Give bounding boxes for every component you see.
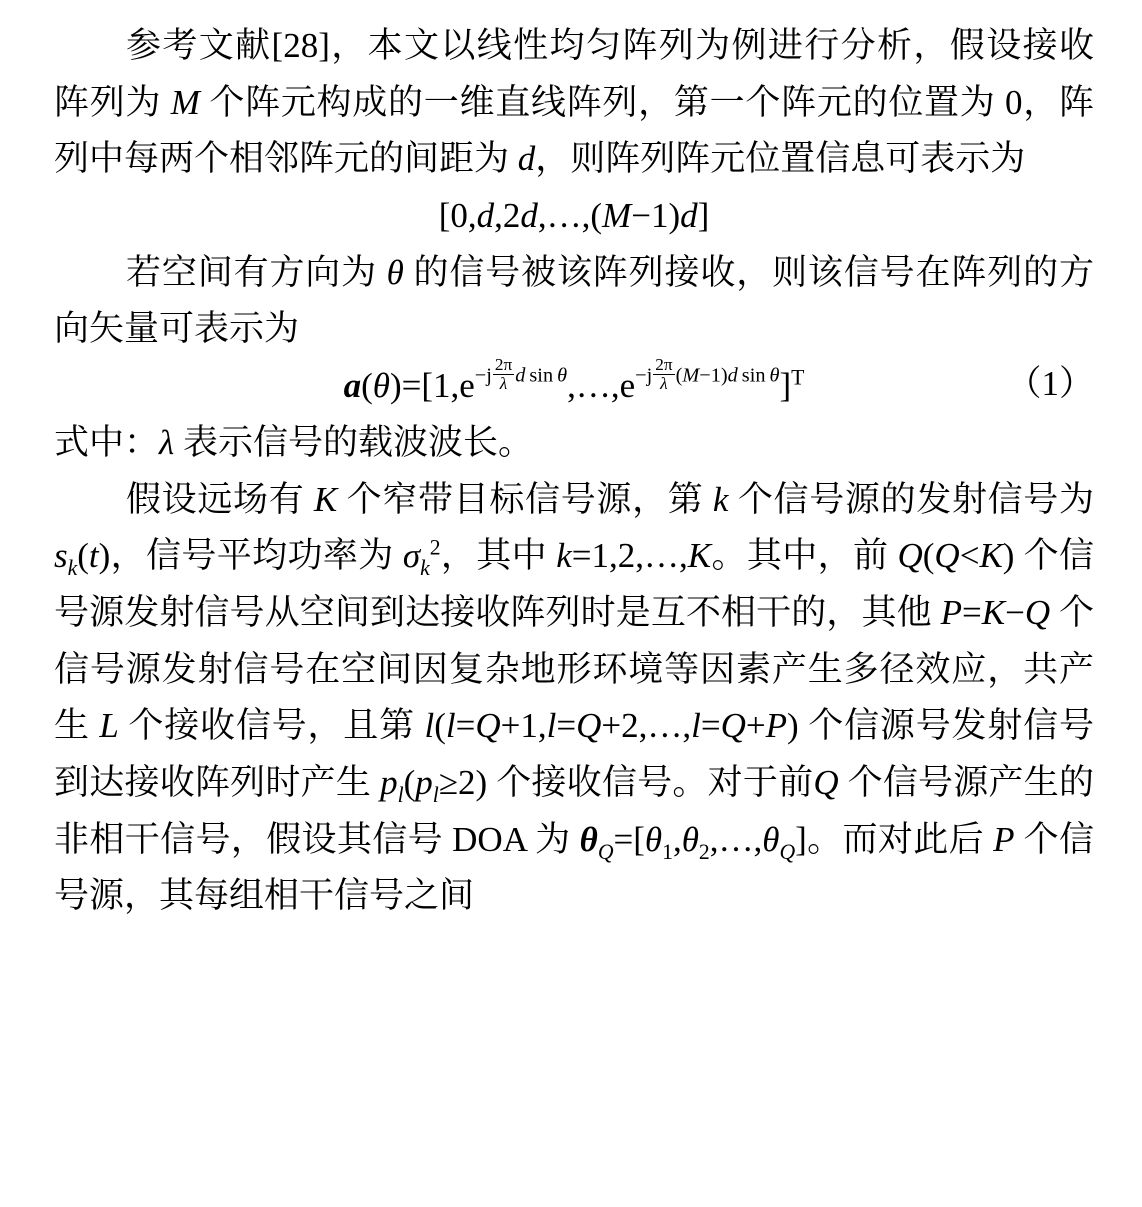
p4-seg-f: ，其中 [440, 536, 557, 576]
p4-seg-r: 个信号源产生的非相干信号，假设其信号 [54, 762, 1094, 859]
expr-l-range: l(l=Q+1,l=Q+2,…,l=Q+P) [424, 706, 799, 746]
p4-seg-n: 号，且第 [271, 706, 425, 746]
equation-array-positions [54, 188, 1094, 245]
text-column [54, 18, 1094, 925]
symbol-K: K [313, 479, 338, 519]
symbol-d: d [517, 139, 536, 179]
paragraph-4 [54, 472, 1094, 926]
p4-seg-s: 为 [526, 819, 580, 859]
p4-seg-e: ，信号平均功率为 [110, 536, 403, 576]
symbol-lambda: λ [159, 422, 175, 462]
p4-seg-j: 时是互不相干的，其他 [580, 592, 941, 632]
paragraph-1 [54, 18, 1094, 188]
p4-seg-q: 个接收信号。对于前 [487, 762, 814, 802]
p4-seg-b: 个窄带目标信号源，第 [337, 479, 713, 519]
symbol-M: M [170, 82, 200, 122]
p1-seg-c: 个阵元构成的一维直线阵列，第一个阵元 [199, 82, 853, 122]
symbol-sigma-k-squared: $\sigma_k^2$ [402, 535, 441, 581]
p4-seg-h: 其中，前 [746, 536, 898, 576]
equation-number-1: （1） [1006, 364, 1094, 404]
p4-seg-g: 。 [711, 536, 747, 576]
p2-seg-a: 若空间有方向为 [126, 252, 387, 292]
p2-seg-b: 的信号被该阵列接收，则该信号在 [403, 252, 952, 292]
symbol-Q: Q [813, 762, 839, 802]
p4-seg-k: 个信号源发射信号在空间 [54, 592, 1094, 689]
equation-steering-vector [54, 355, 1094, 415]
paragraph-2 [54, 245, 1094, 358]
symbol-k: k [712, 479, 729, 519]
symbol-L: L [99, 706, 119, 746]
p1-seg-e: ，阵列中每两个相邻阵元的间距为 [54, 82, 1094, 179]
symbol-P: P [993, 819, 1015, 859]
expr-pl-ge-2: $p_l(p_l\ge 2)$ [380, 762, 488, 807]
p4-seg-m: 个接收信 [118, 706, 272, 746]
p4-seg-t: 。而对此后 [806, 819, 994, 859]
p1-seg-a: 参考文献[28]，本文以线性均匀阵列为例进行分析，假 [126, 26, 987, 65]
expr-Q-lt-K: Q(Q<K) [897, 536, 1015, 576]
paragraph-3 [54, 415, 1094, 472]
symbol-DOA: DOA [452, 819, 527, 859]
p1-seg-f: ，则阵列阵 [535, 139, 711, 179]
symbol-zero: 0 [1005, 82, 1023, 122]
equation-array-positions-body: [0,d,2d,…,(M−1)d] [438, 196, 710, 236]
expr-theta-list: $[\theta_1,\theta_2,\dots,\theta_Q]$ [633, 819, 807, 864]
p4-seg-a: 假设远场有 [126, 479, 314, 519]
p4-seg-l: 因复杂地形环境等因素产生多径效应，共产生 [54, 649, 1094, 746]
equation-steering-vector-body: a(θ)=[1,e−j $\frac{2\pi}{\lambda}$ d sin θ,…,e−j $\frac{2\pi}{\lambda}$ (M−1)d sin θ]$^T$ [343, 355, 805, 406]
p4-seg-i: 个信号源发射信号从空间到达接收阵列 [54, 536, 1094, 632]
symbol-theta: θ [386, 252, 404, 292]
p1-seg-d: 的位置为 [852, 82, 1006, 122]
expr-theta-Q: $\theta_Q=$ [579, 819, 634, 864]
symbol-sk-t: $s_k(t)$ [54, 536, 111, 581]
p4-seg-o: 个信源号发射 [798, 706, 1024, 746]
p4-seg-d: 射信号为 [951, 479, 1094, 519]
p3-seg-b: 表示信号的载波波长。 [174, 422, 533, 462]
p4-seg-p: 信号到达接收阵列时产生 [54, 706, 1094, 802]
p2-seg-c: 阵列的方向矢量可表示为 [54, 252, 1094, 349]
p4-seg-c: 个信号源的发 [728, 479, 952, 519]
p1-seg-g: 元位置信息可表示为 [710, 139, 1026, 179]
expr-k-range: k=1,2,…,K [556, 536, 712, 576]
p4-seg-u: 个信号源，其每组相干信号之间 [54, 819, 1094, 916]
p3-seg-a: 式中： [54, 422, 160, 462]
expr-P-eq-K-minus-Q: P=K−Q [940, 592, 1051, 632]
p1-seg-b: 设接收阵列为 [54, 26, 1094, 122]
